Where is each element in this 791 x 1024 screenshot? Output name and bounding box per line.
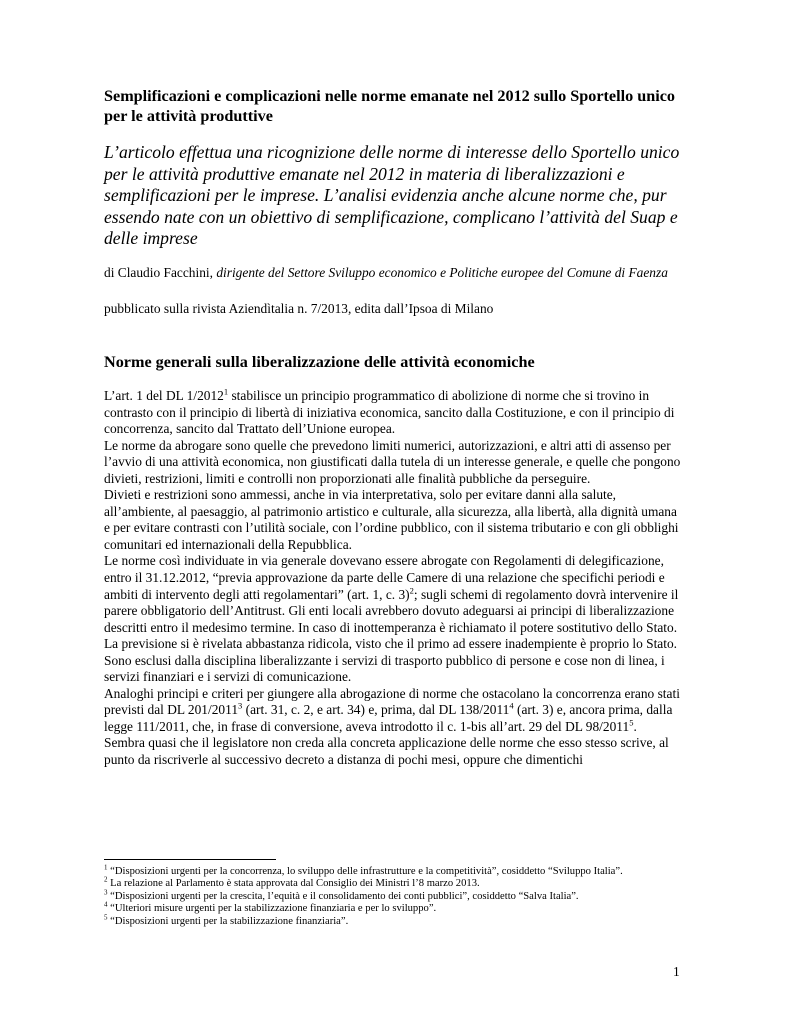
footnotes	[104, 863, 686, 928]
footnote-text: “Disposizioni urgenti per la crescita, l’equità e il consolidamento dei conti pubblici”, cosiddetto “Salva Italia”.	[107, 890, 579, 902]
page-number: 1	[673, 964, 680, 979]
footnote-number: 2	[104, 875, 108, 884]
footnote-text: “Disposizioni urgenti per la stabilizzazione finanziaria”.	[107, 915, 349, 927]
footnote	[104, 875, 686, 890]
text-run: (art. 3) e, ancora prima, dalla legge 111/2011, che, in frase di conversione, aveva introdotto il c. 1-bis all’art. 29 del DL 98/2011	[104, 702, 673, 734]
footnote-number: 4	[104, 900, 108, 909]
footnote-number: 5	[104, 913, 108, 922]
paragraph: Sembra quasi che il legislatore non creda alla concreta applicazione delle norme che esso stesso scrive, al punto da riscriverle al successivo decreto a distanza di pochi mesi, oppure che dimentichi	[104, 735, 669, 767]
footnote-ref[interactable]: 5	[629, 717, 634, 728]
footnote	[104, 900, 686, 915]
footnote-text: “Disposizioni urgenti per la concorrenza, lo sviluppo delle infrastrutture e la competitività”, cosiddetto “Sviluppo Italia”.	[107, 866, 623, 877]
footnote-number: 1	[104, 863, 108, 872]
footnote-text: “Ulteriori misure urgenti per la stabilizzazione finanziaria e per lo sviluppo”.	[107, 903, 437, 915]
body-text	[104, 388, 686, 769]
author-role: dirigente del Settore Sviluppo economico e Politiche europee del Comune di Faenza	[216, 264, 668, 280]
footnote-ref[interactable]: 1	[223, 386, 229, 397]
footnote-ref[interactable]: 4	[509, 700, 514, 711]
text-run: L’art. 1 del DL 1/2012	[104, 387, 224, 403]
text-run: Le norme così individuate in via generale dovevano essere abrogate con Regolamenti di delegificazione, entro il 31.12.2012, “previa approvazione da parte delle Camere di una relazione che specifichi periodi e ambiti di intervento degli atti regolamentari” (art. 1, c. 3)	[104, 553, 665, 602]
article-title: Semplificazioni e complicazioni nelle norme emanate nel 2012 sullo Sportello unico per le attività produttive	[104, 87, 676, 125]
author-name: di Claudio Facchini,	[104, 264, 217, 280]
text-run: stabilisce un principio programmatico di abolizione di norme che si trovino in contrasto con il principio di libertà di iniziativa economica, sancito dalla Costituzione, e con il principio di concorrenza, sancito dal Trattato dell’Unione europea.	[104, 387, 675, 437]
paragraph: Le norme da abrogare sono quelle che prevedono limiti numerici, autorizzazioni, e altri atti di assenso per l’avvio di una attività economica, non giustificati dalla tutela di un interesse generale, e quelle che pongono divieti, restrizioni, limiti e controlli non proporzionati alle finalità pubbliche da perseguire.	[104, 437, 681, 486]
footnote-text: La relazione al Parlamento è stata approvata dal Consiglio dei Ministri l’8 marzo 2013.	[107, 878, 480, 890]
paragraph	[104, 388, 686, 438]
paragraph	[104, 686, 686, 736]
publication-note: pubblicato sulla rivista Aziendìtalia n. 7/2013, edita dall’Ipsoa di Milano	[104, 300, 494, 316]
page-content	[104, 86, 686, 769]
footnote	[104, 888, 686, 903]
text-run: (art. 31, c. 2, e art. 34) e, prima, dal DL 138/2011	[242, 702, 510, 718]
footnote-ref[interactable]: 2	[409, 585, 414, 596]
section-heading: Norme generali sulla liberalizzazione delle attività economiche	[104, 352, 535, 371]
footnote-ref[interactable]: 3	[238, 700, 243, 711]
text-run: ; sugli schemi di regolamento dovrà intervenire il parere obbligatorio dell’Antitrust. Gli enti locali avrebbero dovuto adeguarsi ai principi di liberalizzazione descritti entro il medesimo termine. In caso di inottemperanza è richiamato il potere sostitutivo dello Stato. La previsione si è rivelata abbastanza ridicola, visto che il primo ad essere inadempiente è proprio lo Stato.	[104, 586, 679, 652]
paragraph: Sono esclusi dalla disciplina liberalizzante i servizi di trasporto pubblico di persone e cose non di linea, i servizi finanziari e i servizi di comunicazione.	[104, 652, 665, 685]
article-abstract: L’articolo effettua una ricognizione delle norme di interesse dello Sportello unico per le attività produttive emanate nel 2012 in materia di liberalizzazioni e semplificazioni per le imprese. L’analisi evidenzia anche alcune norme che, pur essendo nate con un obiettivo di semplificazione, complicano l’attività del Suap e delle imprese	[104, 142, 680, 249]
author-byline	[104, 264, 686, 282]
paragraph: Divieti e restrizioni sono ammessi, anche in via interpretativa, solo per evitare danni alla salute, all’ambiente, al paesaggio, al patrimonio artistico e culturale, alla sicurezza, alla libertà, alla dignità umana e per evitare contrasti con l’utilità sociale, con l’ordine pubblico, con il sistema tributario e con gli obblighi comunitari ed internazionali della Repubblica.	[104, 487, 679, 552]
footnote	[104, 863, 686, 878]
text-run: .	[633, 718, 637, 734]
text-run: Analoghi principi e criteri per giungere alla abrogazione di norme che ostacolano la concorrenza erano stati previsti dal DL 201/2011	[104, 685, 680, 718]
footnote-number: 3	[104, 888, 108, 897]
paragraph	[104, 553, 686, 652]
footnote	[104, 913, 686, 928]
footnote-separator	[104, 859, 276, 860]
